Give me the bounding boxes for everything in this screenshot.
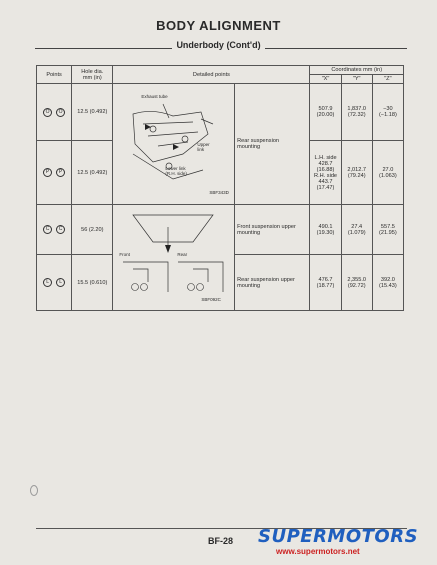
col-points: Points [37, 66, 72, 84]
label-rear: Rear [177, 252, 188, 257]
y-cell: 2,012.7 (79.24) [341, 141, 372, 205]
detail-front-upper: Front suspension upper mounting [235, 205, 310, 255]
point-marker: L [56, 278, 65, 287]
x-cell: 476.7 (18.77) [310, 255, 341, 311]
watermark-logo [258, 526, 430, 560]
point-marker: P [43, 168, 52, 177]
col-detail: Detailed points [113, 66, 310, 84]
detail-rear-upper: Rear suspension upper mounting [235, 255, 310, 311]
figure-rear-suspension [113, 84, 235, 205]
logo-url: www.supermotors.net [276, 547, 360, 556]
hole-cell: 15.5 (0.610) [72, 255, 113, 311]
col-z: "Z" [372, 75, 403, 84]
col-coords: Coordinates mm (in) [310, 66, 404, 75]
section-subtitle [0, 40, 437, 50]
binder-hole [30, 485, 38, 496]
rear-suspension-diagram [113, 84, 233, 202]
z-cell: 27.0 (1.063) [372, 141, 403, 205]
label-lower-link: Lower link (R.H. side) [165, 166, 187, 176]
point-marker: C [56, 225, 65, 234]
z-cell: −30 (−1.18) [372, 84, 403, 141]
logo-brand: SUPERMOTORS [258, 526, 419, 547]
y-cell: 1,837.0 (72.32) [341, 84, 372, 141]
label-front: Front [119, 252, 130, 257]
x-cell: 507.9 (20.00) [310, 84, 341, 141]
z-cell: 557.5 (21.95) [372, 205, 403, 255]
x-cell: 490.1 (19.30) [310, 205, 341, 255]
col-y: "Y" [341, 75, 372, 84]
points-cell [37, 84, 72, 141]
table-row [37, 205, 404, 255]
points-cell [37, 255, 72, 311]
col-hole: Hole dia. mm (in) [72, 66, 113, 84]
figure-code: SBF092C [201, 297, 221, 302]
point-marker: O [43, 108, 52, 117]
hole-cell: 12.5 (0.492) [72, 84, 113, 141]
figure-suspension-upper [113, 205, 235, 311]
detail-rear-suspension: Rear suspension mounting [235, 84, 310, 205]
label-upper-link: Upper link [197, 142, 210, 152]
point-marker: C [43, 225, 52, 234]
suspension-upper-diagram [113, 207, 233, 307]
point-marker: L [43, 278, 52, 287]
label-exhaust-tube: Exhaust tube [141, 94, 168, 99]
point-marker: O [56, 108, 65, 117]
z-cell: 392.0 (15.43) [372, 255, 403, 311]
page-title: BODY ALIGNMENT [156, 18, 281, 33]
col-x: "X" [310, 75, 341, 84]
table-row [37, 84, 404, 141]
hole-cell: 12.5 (0.492) [72, 141, 113, 205]
points-cell [37, 205, 72, 255]
figure-code: SBF343D [209, 190, 229, 195]
page-number: BF-28 [208, 536, 234, 546]
subtitle-text: Underbody (Cont'd) [172, 40, 264, 50]
y-cell: 27.4 (1.079) [341, 205, 372, 255]
hole-cell: 56 (2.20) [72, 205, 113, 255]
y-cell: 2,355.0 (92.72) [341, 255, 372, 311]
points-cell [37, 141, 72, 205]
point-marker: P [56, 168, 65, 177]
alignment-table [36, 65, 404, 311]
x-cell: L.H. side 428.7 (16.88) R.H. side 443.7 (17.47) [310, 141, 341, 205]
